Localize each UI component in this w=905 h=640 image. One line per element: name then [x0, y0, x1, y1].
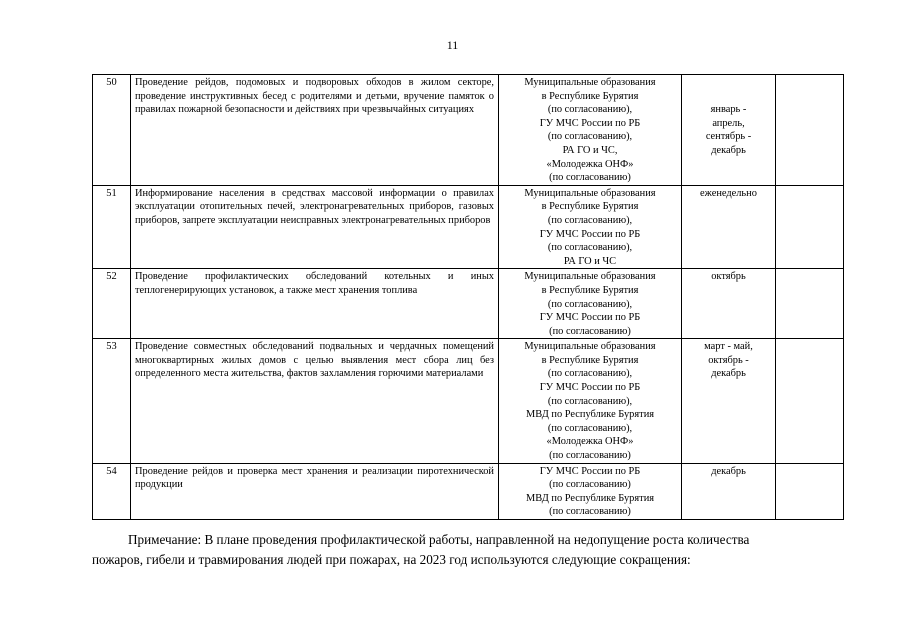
- responsible-line: (по согласованию),: [547, 214, 633, 226]
- term-line: октябрь -: [708, 354, 749, 366]
- note-cell: [776, 75, 844, 186]
- responsible-line: (по согласованию),: [547, 298, 633, 310]
- responsible-line: в Республике Бурятия: [541, 354, 639, 366]
- page-number: 11: [446, 38, 459, 52]
- execution-term: [682, 75, 776, 186]
- responsible-line: МВД по Республике Бурятия: [525, 409, 655, 421]
- table-row: [93, 185, 844, 269]
- table-row: [93, 339, 844, 463]
- term-line: апрель,: [712, 117, 745, 129]
- activity-description: Проведение рейдов и проверка мест хранения и реализации пиротехнической продукции: [131, 463, 499, 519]
- table-row: [93, 75, 844, 186]
- responsible-line: (по согласованию): [549, 479, 631, 491]
- activities-table: [92, 74, 844, 520]
- responsible-line: (по согласованию): [549, 325, 631, 337]
- responsible-line: (по согласованию): [549, 450, 631, 462]
- row-number: 50: [93, 75, 131, 186]
- footnote: [92, 530, 852, 570]
- execution-term: [682, 339, 776, 463]
- responsible-line: ГУ МЧС России по РБ: [539, 228, 641, 240]
- responsible-line: (по согласованию),: [547, 368, 633, 380]
- responsible-line: «Молодежка ОНФ»: [546, 436, 634, 448]
- note-cell: [776, 463, 844, 519]
- row-number: 54: [93, 463, 131, 519]
- responsible-parties: [499, 339, 682, 463]
- responsible-line: РА ГО и ЧС,: [562, 144, 618, 156]
- table-row: [93, 463, 844, 519]
- execution-term: [682, 185, 776, 269]
- responsible-line: (по согласованию),: [547, 131, 633, 143]
- responsible-line: ГУ МЧС России по РБ: [539, 465, 641, 477]
- term-line: март - май,: [704, 341, 753, 353]
- responsible-line: в Республике Бурятия: [541, 201, 639, 213]
- responsible-line: (по согласованию),: [547, 104, 633, 116]
- responsible-parties: [499, 185, 682, 269]
- term-line: декабрь: [711, 144, 746, 156]
- responsible-parties: [499, 463, 682, 519]
- footnote-line-1: Примечание: В плане проведения профилактической работы, направленной на недопущение роста количества: [128, 532, 750, 547]
- execution-term: [682, 269, 776, 339]
- responsible-line: Муниципальные образования: [524, 77, 656, 88]
- responsible-line: «Молодежка ОНФ»: [546, 158, 634, 170]
- responsible-line: МВД по Республике Бурятия: [525, 492, 655, 504]
- responsible-line: (по согласованию),: [547, 395, 633, 407]
- responsible-line: Муниципальные образования: [524, 341, 656, 353]
- term-line: декабрь: [711, 465, 746, 477]
- responsible-line: (по согласованию),: [547, 242, 633, 254]
- responsible-line: ГУ МЧС России по РБ: [539, 382, 641, 394]
- activity-description: Проведение совместных обследований подвальных и чердачных помещений многоквартирных жилых домов с целью выявления мест сбора лиц без определенного места жительства, фактов захламления горючими материалами: [131, 339, 499, 463]
- responsible-parties: [499, 75, 682, 186]
- term-line: октябрь: [711, 271, 746, 283]
- row-number: 51: [93, 185, 131, 269]
- term-line: сентябрь -: [705, 131, 752, 143]
- responsible-line: Муниципальные образования: [524, 187, 656, 199]
- activity-description: Проведение рейдов, подомовых и подворовых обходов в жилом секторе, проведение инструктивных бесед с родителями и детьми, вручение памяток о правилах пожарной безопасности и действиях при чрезвычайных ситуациях: [131, 75, 499, 186]
- responsible-line: в Республике Бурятия: [541, 90, 639, 102]
- activity-description: Проведение профилактических обследований котельных и иных теплогенерирующих установок, а также мест хранения топлива: [131, 269, 499, 339]
- term-line: январь -: [710, 104, 747, 116]
- activity-description: Информирование населения в средствах массовой информации о правилах эксплуатации отопительных печей, электронагревательных приборов, газовых приборов, запрете эксплуатации неисправных электронагревательных приборов: [131, 185, 499, 269]
- term-line: декабрь: [711, 368, 746, 380]
- responsible-line: ГУ МЧС России по РБ: [539, 312, 641, 324]
- responsible-line: Муниципальные образования: [524, 271, 656, 283]
- note-cell: [776, 269, 844, 339]
- responsible-line: (по согласованию),: [547, 422, 633, 434]
- note-cell: [776, 185, 844, 269]
- note-cell: [776, 339, 844, 463]
- execution-term: [682, 463, 776, 519]
- responsible-line: ГУ МЧС России по РБ: [539, 117, 641, 129]
- responsible-line: (по согласованию): [549, 172, 631, 184]
- responsible-line: (по согласованию): [549, 506, 631, 518]
- responsible-parties: [499, 269, 682, 339]
- responsible-line: РА ГО и ЧС: [563, 255, 617, 267]
- footnote-line-2: пожаров, гибели и травмирования людей при пожарах, на 2023 год используются следующие сокращения:: [92, 552, 691, 567]
- row-number: 52: [93, 269, 131, 339]
- responsible-line: в Республике Бурятия: [541, 284, 639, 296]
- row-number: 53: [93, 339, 131, 463]
- table-row: [93, 269, 844, 339]
- term-line: еженедельно: [700, 187, 757, 199]
